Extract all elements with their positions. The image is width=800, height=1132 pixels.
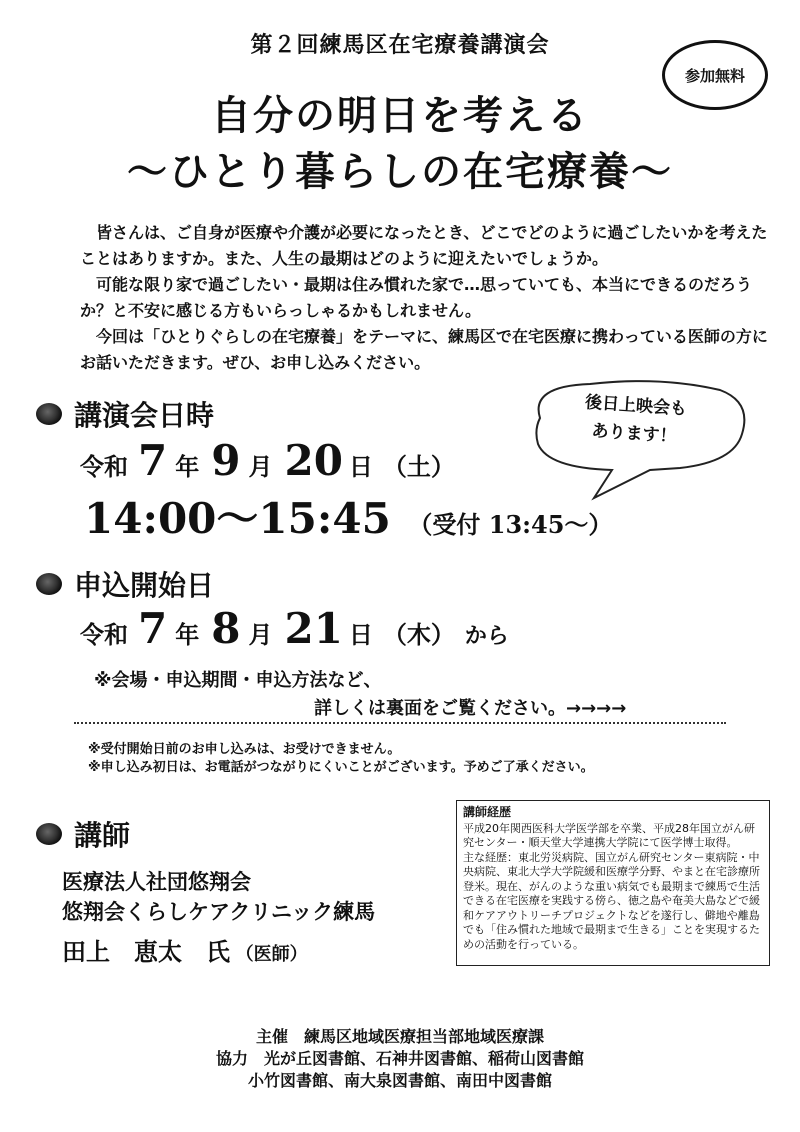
- reception-time: （受付 13:45～）: [408, 510, 613, 539]
- application-year-unit: 年: [175, 620, 200, 649]
- speaker-heading-label: 講師: [74, 819, 131, 852]
- host-line: 主催 練馬区地域医療担当部地域医療課: [255, 1027, 544, 1046]
- intro-paragraph-3: 今回は「ひとりぐらしの在宅療養」をテーマに、練馬区で在宅医療に携わっている医師の方にお話いただきます。ぜひ、お申し込みください。: [80, 327, 768, 372]
- speaker-heading: [36, 814, 130, 854]
- bullet-icon: [36, 573, 62, 595]
- application-month-unit: 月: [248, 620, 273, 649]
- sub-title: ～ひとり暮らしの在宅療養～: [127, 148, 673, 195]
- lecture-era: 令和: [80, 452, 128, 481]
- application-day: 21: [284, 604, 343, 653]
- lecture-year-unit: 年: [175, 452, 200, 481]
- dotted-divider: [74, 722, 726, 724]
- lecture-month-unit: 月: [248, 452, 273, 481]
- application-heading-label: 申込開始日: [74, 569, 215, 602]
- lecture-date: [80, 436, 455, 485]
- lecture-month: 9: [211, 436, 241, 485]
- speaker-name: 田上 恵太 氏: [62, 937, 230, 966]
- small-note-1: ※受付開始日前のお申し込みは、お受けできません。: [88, 742, 401, 757]
- speaker-org-2: 悠翔会くらしケアクリニック練馬: [62, 899, 376, 924]
- lecture-time-range: 14:00～15:45: [84, 494, 391, 543]
- application-weekday: （木）: [382, 620, 455, 649]
- application-suffix: から: [464, 623, 509, 649]
- lecture-heading: [36, 394, 214, 434]
- speaker-name-line: [62, 932, 308, 967]
- career-title: 講師経歴: [463, 805, 512, 819]
- application-heading: [36, 564, 214, 604]
- bubble-line-2: あります！: [590, 421, 678, 447]
- cooperation-line-2: 小竹図書館、南大泉図書館、南田中図書館: [247, 1071, 552, 1090]
- career-box: [456, 800, 770, 966]
- lecture-weekday: （土）: [382, 452, 455, 481]
- application-month: 8: [211, 604, 241, 653]
- bubble-line-1: 後日上映会も: [584, 392, 688, 420]
- lecture-day-unit: 日: [348, 452, 373, 481]
- small-note-2: ※申し込み初日は、お電話がつながりにくいことがございます。予めご了承ください。: [88, 760, 594, 775]
- application-era: 令和: [80, 620, 128, 649]
- details-note-line-1: ※会場・申込期間・申込方法など、: [94, 670, 382, 691]
- career-text-2: 主な経歴：東北労災病院、国立がん研究センター東病院・中央病院、東北大学大学院緩和医療学分野、やまと在宅診療所登米。現在、がんのような重い病気でも最期まで練馬で生活できる在宅医療を実践する傍ら、徳之島や奄美大島などで緩和ケアアウトリーチプロジェクトなどを遂行し、僻地や離島でも「住み慣れた地域で最期まで生きる」ことを実現するための活動を行っている。: [463, 850, 760, 951]
- cooperation-line-1: 協力 光が丘図書館、石神井図書館、稲荷山図書館: [215, 1049, 584, 1068]
- speaker-role: （医師）: [235, 944, 308, 965]
- lecture-day: 20: [284, 436, 343, 485]
- intro-paragraph-1: 皆さんは、ご自身が医療や介護が必要になったとき、どこでどのように過ごしたいかを考えたことはありますか。また、人生の最期はどのように迎えたいでしょうか。: [80, 223, 768, 268]
- lecture-heading-label: 講演会日時: [74, 399, 215, 432]
- free-admission-badge: 参加無料: [662, 40, 768, 110]
- intro-paragraph-2: 可能な限り家で過ごしたい・最期は住み慣れた家で…思っていても、本当にできるのだろうか？と不安に感じる方もいらっしゃるかもしれません。: [80, 275, 753, 320]
- intro-text: [80, 220, 780, 376]
- application-date: [80, 604, 509, 653]
- application-year: 7: [138, 604, 168, 653]
- bullet-icon: [36, 823, 62, 845]
- details-note-line-2: 詳しくは裏面をご覧ください。→→→→: [314, 698, 627, 719]
- career-text-1: 平成20年関西医科大学医学部を卒業、平成28年国立がん研究センター・順天堂大学連携大学院にて医学博士取得。: [463, 821, 755, 849]
- bullet-icon: [36, 403, 62, 425]
- main-title: 自分の明日を考える: [211, 92, 589, 139]
- application-day-unit: 日: [348, 620, 373, 649]
- lecture-year: 7: [138, 436, 168, 485]
- speaker-org-1: 医療法人社団悠翔会: [62, 869, 251, 894]
- series-title: 第２回練馬区在宅療養講演会: [250, 33, 550, 58]
